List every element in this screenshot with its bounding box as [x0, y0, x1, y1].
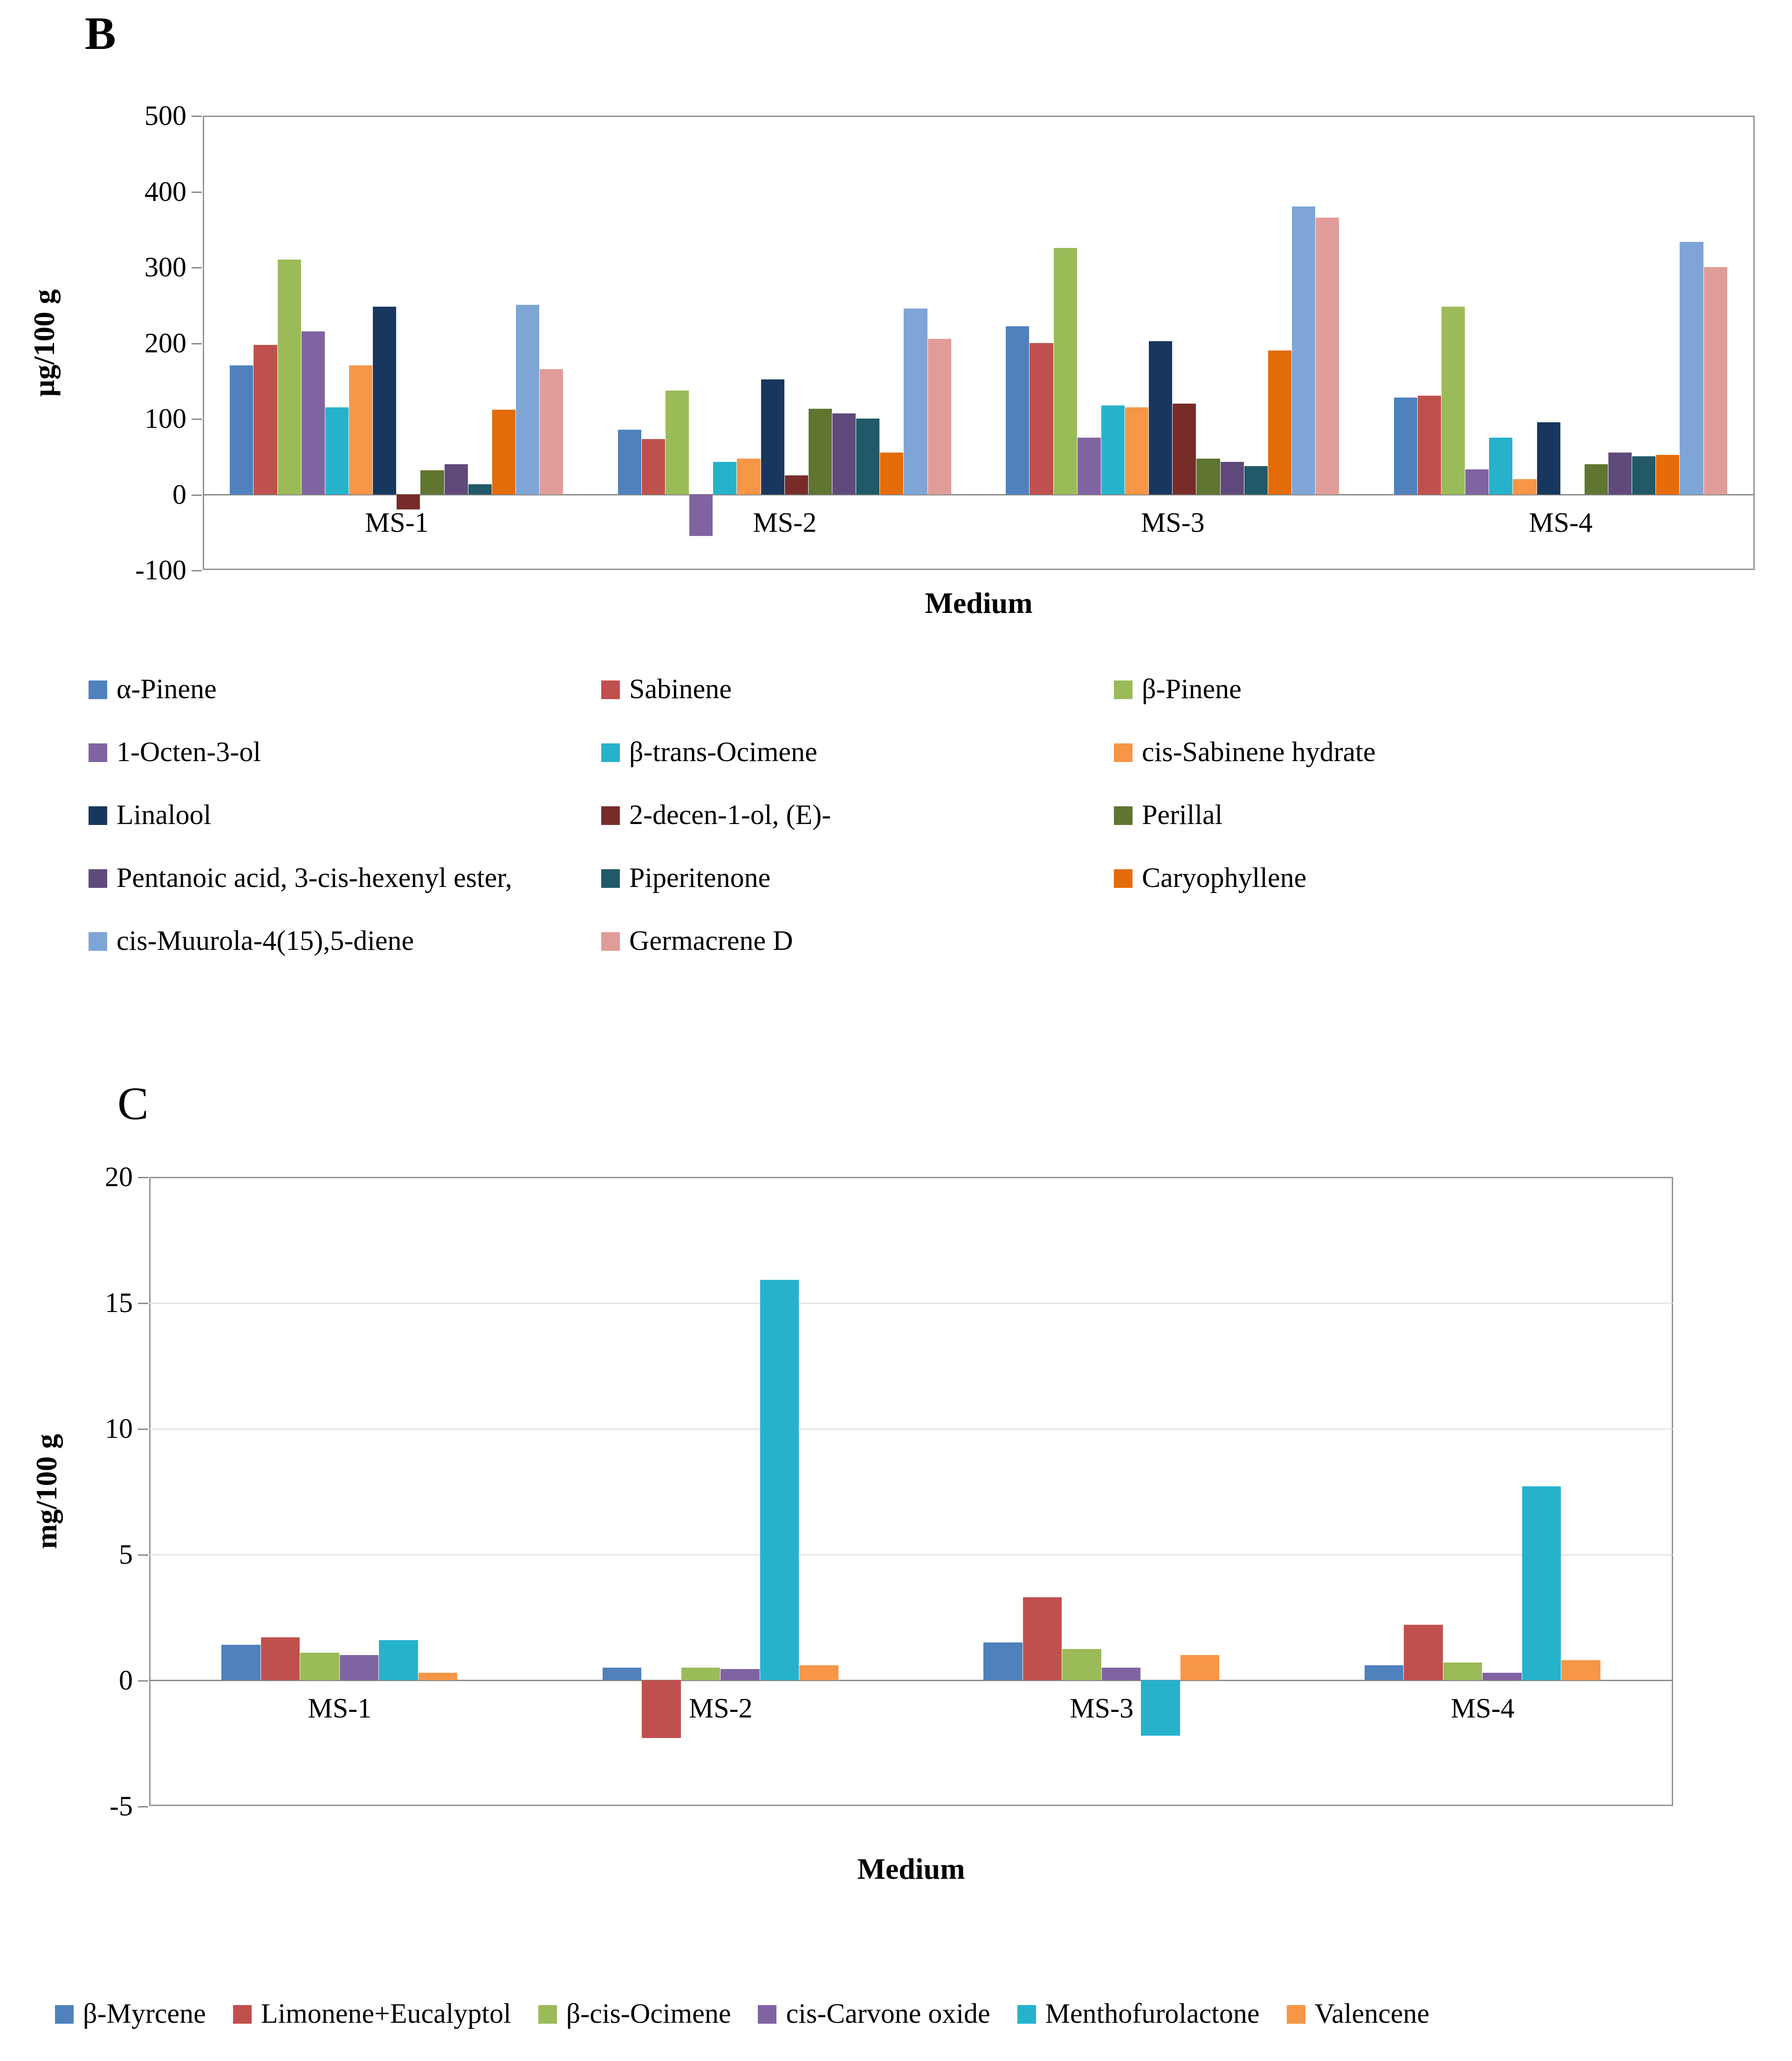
legend-swatch [601, 743, 620, 762]
legend-label: Piperitenone [629, 862, 771, 893]
y-tick-mark [192, 192, 202, 193]
y-tick-label: 5 [119, 1539, 133, 1570]
legend-label: Valencene [1314, 1998, 1430, 2029]
bar [928, 339, 951, 494]
y-tick-mark [138, 1429, 148, 1430]
bar [1196, 459, 1220, 494]
bar [379, 1640, 418, 1680]
bar [230, 365, 253, 494]
legend-label: β-Pinene [1142, 673, 1242, 704]
x-category-label: MS-2 [753, 507, 817, 538]
gridline [149, 1554, 1673, 1555]
legend-label: Limonene+Eucalyptol [261, 1998, 511, 2029]
legend-label: 1-Octen-3-ol [117, 736, 261, 767]
panel-label-b: B [85, 7, 116, 59]
bar [349, 365, 372, 494]
bar [1181, 1655, 1219, 1680]
legend-swatch [1287, 2005, 1305, 2024]
legend-label: α-Pinene [117, 673, 217, 704]
x-category-label: MS-4 [1450, 1693, 1515, 1724]
legend-item [601, 801, 831, 829]
bar [1102, 1668, 1140, 1680]
legend-swatch [89, 743, 107, 762]
bar [1513, 479, 1536, 495]
bar [300, 1653, 339, 1680]
y-tick-mark [192, 419, 202, 420]
bar [809, 409, 832, 495]
y-axis-title-b: µg/100 g [27, 289, 61, 397]
legend-swatch [1017, 2005, 1036, 2024]
bar [642, 439, 665, 495]
bar [1292, 206, 1315, 495]
y-tick-label: 400 [144, 176, 186, 207]
legend-label: cis-Sabinene hydrate [1142, 736, 1376, 767]
y-tick-mark [192, 116, 202, 117]
legend-c [55, 1999, 1456, 2027]
y-tick-mark [138, 1680, 148, 1682]
bar [1149, 341, 1172, 494]
legend-label: Linalool [117, 799, 212, 830]
legend-swatch [89, 806, 107, 825]
legend-item [601, 927, 793, 955]
plot-area-b [203, 116, 1755, 570]
legend-swatch [601, 869, 620, 888]
legend-label: β-cis-Ocimene [566, 1998, 731, 2029]
bar [1062, 1649, 1101, 1681]
bar [1561, 1660, 1600, 1680]
legend-item [538, 1999, 731, 2027]
legend-label: cis-Carvone oxide [786, 1998, 990, 2029]
y-axis-title-c: mg/100 g [30, 1434, 63, 1549]
bar [603, 1668, 641, 1680]
bar [492, 410, 515, 495]
y-tick-mark [138, 1806, 148, 1807]
bar [1030, 343, 1053, 495]
legend-swatch [1114, 869, 1133, 888]
legend-item [1114, 738, 1375, 766]
legend-item [89, 801, 211, 829]
bar [278, 260, 301, 495]
bar [799, 1665, 838, 1680]
legend-label: Pentanoic acid, 3-cis-hexenyl ester, [117, 862, 512, 893]
bar [1221, 462, 1244, 495]
legend-label: Caryophyllene [1142, 862, 1307, 893]
y-tick-label: 15 [105, 1287, 133, 1318]
bar [618, 430, 641, 494]
y-tick-label: 300 [144, 252, 186, 282]
x-category-label: MS-2 [688, 1693, 753, 1724]
bar [904, 309, 927, 494]
bar [1632, 456, 1655, 494]
bar [1078, 438, 1101, 495]
x-category-label: MS-1 [364, 507, 429, 538]
bar [1268, 350, 1291, 495]
legend-item [601, 738, 817, 766]
bar [1656, 455, 1679, 495]
bar [445, 464, 468, 495]
y-tick-label: 200 [144, 327, 186, 358]
bar [516, 305, 539, 494]
y-tick-mark [192, 570, 202, 571]
bar [1125, 407, 1148, 495]
bar [1404, 1625, 1442, 1680]
legend-swatch [601, 680, 620, 699]
bar [721, 1669, 759, 1680]
legend-swatch [538, 2005, 557, 2024]
x-category-label: MS-1 [308, 1693, 372, 1724]
y-tick-label: 100 [144, 403, 186, 434]
bar [737, 459, 760, 494]
legend-label: β-Myrcene [83, 1998, 206, 2029]
bar [1244, 466, 1268, 494]
legend-label: Perillal [1142, 799, 1223, 830]
y-tick-mark [138, 1554, 148, 1556]
legend-item [758, 1999, 990, 2027]
bar [420, 470, 444, 495]
y-tick-mark [192, 343, 202, 344]
legend-item [233, 1999, 511, 2027]
bar [373, 307, 396, 495]
gridline [149, 1303, 1673, 1304]
y-tick-label: 500 [144, 100, 186, 131]
legend-label: Menthofurolactone [1045, 1998, 1260, 2029]
bar [983, 1642, 1022, 1680]
bar [1101, 405, 1125, 494]
bar [1023, 1597, 1062, 1680]
bar [785, 475, 808, 495]
bar [1483, 1673, 1521, 1680]
legend-item [1114, 675, 1242, 703]
y-tick-label: 0 [172, 479, 186, 510]
bar [1489, 438, 1512, 495]
bar [1173, 404, 1196, 495]
legend-swatch [601, 806, 620, 825]
legend-swatch [758, 2005, 776, 2024]
legend-label: Sabinene [629, 673, 732, 704]
y-tick-label: -5 [110, 1791, 133, 1821]
legend-item [601, 675, 732, 703]
legend-item [89, 675, 217, 703]
bar [832, 413, 856, 495]
y-tick-mark [192, 495, 202, 496]
bar [681, 1668, 720, 1680]
legend-item [1017, 1999, 1260, 2027]
bar [1394, 398, 1417, 495]
legend-swatch [1114, 680, 1133, 699]
legend-item [89, 927, 414, 955]
x-axis-title-c: Medium [857, 1852, 965, 1885]
bar [713, 462, 736, 495]
legend-label: Germacrene D [629, 925, 793, 956]
legend-item [55, 1999, 206, 2027]
bar [856, 419, 879, 495]
legend-item [1287, 1999, 1430, 2027]
bar [221, 1645, 260, 1680]
bar [1704, 267, 1727, 495]
bar [1054, 248, 1077, 494]
bar [254, 345, 277, 494]
legend-item [1114, 864, 1306, 892]
legend-swatch [89, 932, 107, 951]
bar [325, 407, 349, 495]
bar [1418, 396, 1441, 494]
bar [1585, 464, 1608, 495]
bar [1316, 218, 1339, 494]
bar [1465, 469, 1489, 495]
bar [1365, 1665, 1403, 1680]
legend-swatch [55, 2005, 74, 2024]
panel-label-c: C [117, 1078, 149, 1129]
bar [1443, 1663, 1482, 1680]
bar [1006, 326, 1029, 495]
y-tick-mark [138, 1177, 148, 1178]
bar [261, 1637, 300, 1680]
bar [419, 1673, 457, 1680]
legend-label: β-trans-Ocimene [629, 736, 817, 767]
legend-swatch [89, 680, 107, 699]
bar [1522, 1486, 1561, 1680]
y-tick-label: 10 [105, 1413, 133, 1444]
legend-item [601, 864, 770, 892]
y-tick-label: 0 [119, 1665, 133, 1696]
x-category-label: MS-3 [1070, 1693, 1134, 1724]
x-axis-title-b: Medium [925, 586, 1033, 619]
legend-swatch [1114, 743, 1133, 762]
y-tick-mark [192, 267, 202, 268]
bar [1608, 453, 1632, 494]
bar [1442, 307, 1465, 495]
legend-item [89, 738, 261, 766]
bar [880, 453, 903, 494]
bar [761, 379, 784, 495]
legend-item [1114, 801, 1222, 829]
bar [760, 1280, 799, 1680]
y-tick-label: -100 [135, 555, 186, 585]
legend-label: 2-decen-1-ol, (E)- [629, 799, 831, 830]
bar [1537, 422, 1560, 494]
x-category-label: MS-3 [1140, 507, 1205, 538]
bar [302, 331, 325, 494]
legend-swatch [89, 869, 107, 888]
bar [540, 369, 563, 494]
bar [666, 391, 689, 495]
y-tick-label: 20 [105, 1161, 133, 1192]
y-tick-mark [138, 1303, 148, 1304]
legend-swatch [233, 2005, 252, 2024]
chart-c-section [0, 1049, 1792, 2061]
bar [340, 1655, 378, 1680]
legend-swatch [1114, 806, 1133, 825]
legend-label: cis-Muurola-4(15),5-diene [117, 925, 414, 956]
bar [468, 484, 492, 494]
legend-swatch [601, 932, 620, 951]
legend-item [89, 864, 512, 892]
bar [1680, 242, 1703, 494]
x-category-label: MS-4 [1529, 507, 1593, 538]
